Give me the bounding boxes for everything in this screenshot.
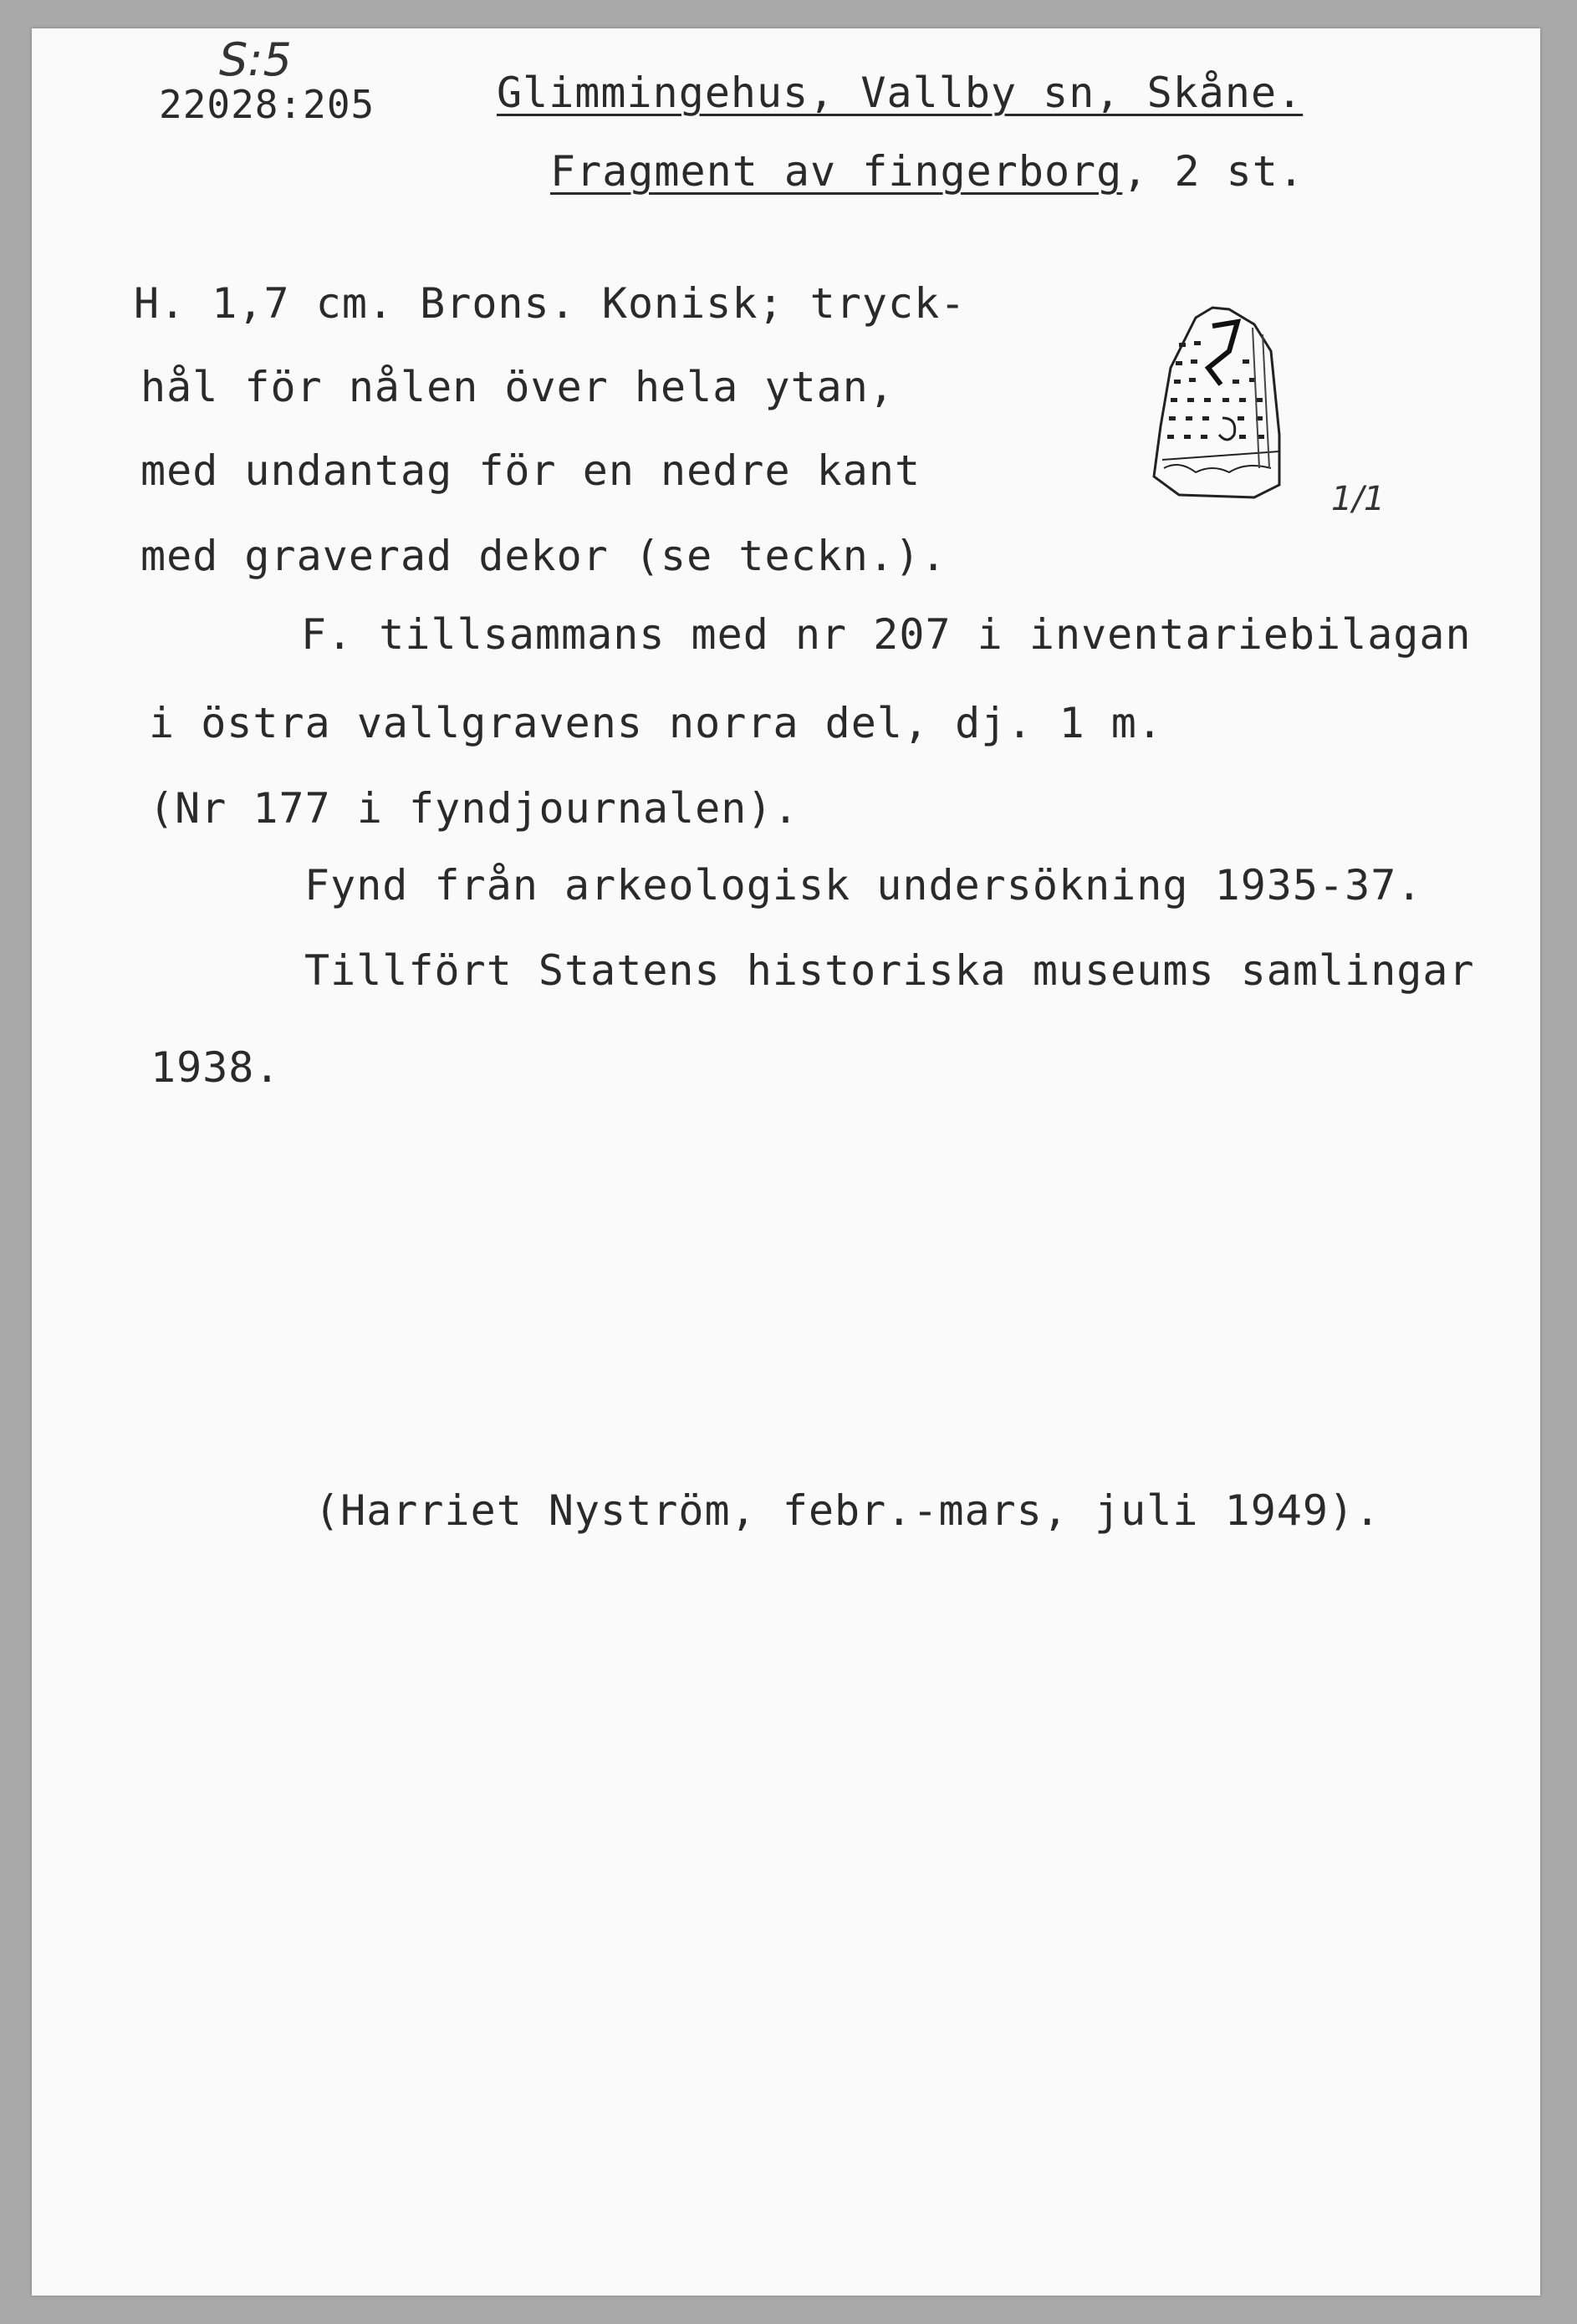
provenance-line: Tillfört Statens historiska museums samlingar (304, 946, 1475, 995)
provenance-line: 1938. (151, 1043, 281, 1092)
site-location: Glimmingehus, Vallby sn, Skåne. (497, 69, 1304, 117)
inventory-number: 22028:205 (159, 82, 375, 127)
shelf-mark: S:5 (219, 33, 292, 86)
description-line: med graverad dekor (se teckn.). (140, 532, 947, 580)
provenance-line: Fynd från arkeologisk undersökning 1935-37. (304, 861, 1423, 910)
object-count: , 2 st. (1122, 147, 1304, 196)
author-signature: (Harriet Nyström, febr.-mars, juli 1949). (314, 1486, 1381, 1535)
find-line: i östra vallgravens norra del, dj. 1 m. (149, 699, 1163, 747)
description-line: H. 1,7 cm. Brons. Konisk; tryck- (134, 279, 967, 328)
description-line: hål för nålen över hela ytan, (140, 363, 895, 411)
find-line: (Nr 177 i fyndjournalen). (149, 784, 799, 833)
drawing-scale: 1/1 (1331, 480, 1386, 518)
object-title-line (550, 147, 1304, 196)
find-line: F. tillsammans med nr 207 i inventariebilagan (301, 610, 1472, 659)
description-line: med undantag för en nedre kant (140, 446, 921, 495)
thimble-fragment-drawing (1146, 301, 1296, 510)
object-name: Fragment av fingerborg (550, 147, 1123, 196)
